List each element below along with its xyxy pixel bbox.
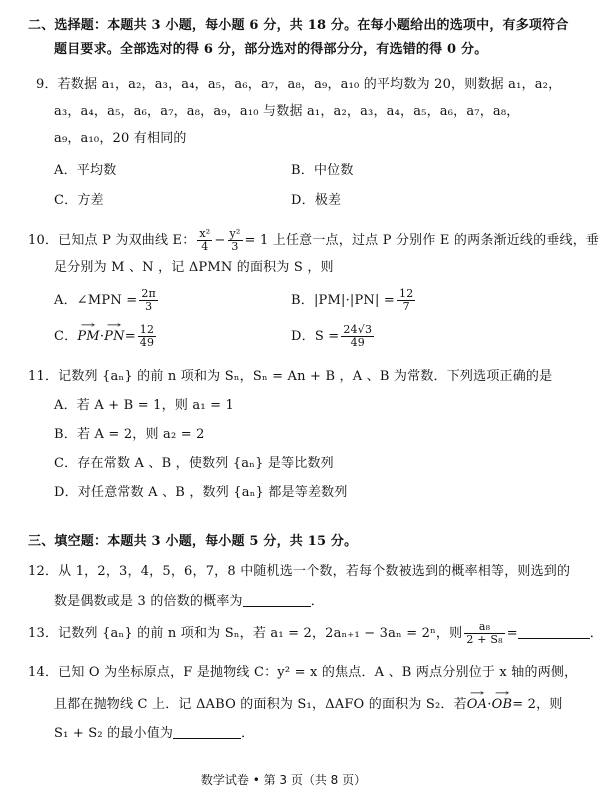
q11-line1 [28, 369, 567, 385]
q11-option-c: C．存在常数 A 、B ，使数列 {aₙ} 是等比数列 [54, 456, 334, 471]
q10-option-d: D．S = $\frac{24√3}{49}$ [291, 323, 373, 349]
q12-line1 [28, 564, 571, 580]
q14-vector-ob: → OB [492, 697, 513, 713]
q11-option-b: B．若 A = 2，则 a₂ = 2 [54, 427, 205, 442]
section3-header: 三、填空题：本题共 3 小题，每小题 5 分，共 15 分。 [28, 534, 358, 549]
q9-line1 [36, 77, 567, 93]
q10-option-c: C．→ PM·→ PN= $\frac{12}{49}$ [54, 322, 158, 352]
q9-option-d: D．极差 [291, 193, 342, 208]
q14-answer-blank[interactable] [173, 726, 241, 739]
q9-option-c: C．方差 [54, 193, 104, 208]
q13-frac: $\frac{\text{a₈}}{\text{2 + S₈}}$ [466, 620, 503, 646]
q13-number: 13． [28, 626, 59, 641]
q13-stem: 记数列 {aₙ} 的前 n 项和为 Sₙ，若 a₁ = 2，2aₙ₊₁ − 3aₙ = 2ⁿ，则 [58, 626, 463, 641]
q11-option-d: D．对任意常数 A 、B ，数列 {aₙ} 都是等差数列 [54, 485, 348, 500]
q10-option-b: B．|PM|·|PN| = $\frac{12}{7}$ [291, 287, 414, 313]
q10-line1 [28, 226, 600, 256]
q14-number: 14． [28, 665, 59, 680]
q9-option-a: A．平均数 [54, 163, 117, 178]
q10-text1b: = 1 上任意一点，过点 P 分别作 E 的两条渐近线的垂线，垂 [244, 233, 600, 248]
q13-line: 13．记数列 {aₙ} 的前 n 项和为 Sₙ，若 a₁ = 2，2aₙ₊₁ − 3aₙ = 2ⁿ，则 $\frac{\text{a₈}}{\text{2 + S₈}}$ = ． [28, 620, 603, 646]
q12-stem: 从 1，2，3，4，5，6，7，8 中随机选一个数，若每个数被选到的概率相等，则选到的 [58, 564, 571, 579]
q13-answer-blank[interactable] [518, 626, 590, 639]
q10-text1a: 已知点 P 为双曲线 E： [58, 233, 196, 248]
q10-option-a: A．∠MPN = $\frac{2\pi}{3}$ [54, 287, 156, 313]
q12-answer-blank[interactable] [243, 594, 311, 607]
q11-option-a: A．若 A + B = 1，则 a₁ = 1 [54, 398, 234, 413]
q14-line2: 且都在抛物线 C 上．记 ΔABO 的面积为 S₁，ΔAFO 的面积为 S₂．若→ OA·→ OB= 2，则 [54, 697, 567, 713]
q9-number: 9． [36, 77, 58, 92]
q9-line3: a₉，a₁₀，20 有相同的 [54, 131, 187, 146]
section2-header-line1: 二、选择题：本题共 3 小题，每小题 6 分，共 18 分。在每小题给出的选项中，有多项符合 [28, 18, 569, 33]
q14-vector-oa: → OA [467, 697, 487, 713]
q10-line2: 足分别为 M 、N ，记 ΔPMN 的面积为 S ，则 [54, 260, 334, 275]
q10-frac-y: $\frac{\text{y²}}{3}$ [229, 227, 241, 253]
q9-option-b: B．中位数 [291, 163, 354, 178]
q14-stem: 已知 O 为坐标原点，F 是抛物线 C：y² = x 的焦点．A 、B 两点分别位于 x 轴的两侧， [58, 665, 578, 680]
q11-number: 11． [28, 369, 59, 384]
q10-number: 10． [28, 233, 59, 248]
section2-header-line2: 题目要求。全部选对的得 6 分，部分选对的得部分分，有选错的得 0 分。 [54, 42, 488, 57]
q12-number: 12． [28, 564, 59, 579]
q14-line3: S₁ + S₂ 的最小值为 ． [54, 726, 255, 741]
q11-stem: 记数列 {aₙ} 的前 n 项和为 Sₙ，Sₙ = An + B ，A 、B 为常数．下列选项正确的是 [58, 369, 553, 384]
q9-text1: 若数据 a₁，a₂，a₃，a₄，a₅，a₆，a₇，a₈，a₉，a₁₀ 的平均数为 20，则数据 a₁，a₂， [57, 77, 562, 92]
q14-line1 [28, 665, 578, 681]
q10-minus: − [214, 233, 226, 248]
q10-frac-x: $\frac{\text{x²}}{4}$ [199, 227, 211, 253]
q9-line2: a₃，a₄，a₅，a₆，a₇，a₈，a₉，a₁₀ 与数据 a₁，a₂，a₃，a₄，a₅，a₆，a₇，a₈， [54, 104, 520, 119]
q12-line2: 数是偶数或是 3 的倍数的概率为 ． [54, 594, 324, 609]
page-footer: 数学试卷 • 第 3 页（共 8 页） [200, 773, 367, 787]
